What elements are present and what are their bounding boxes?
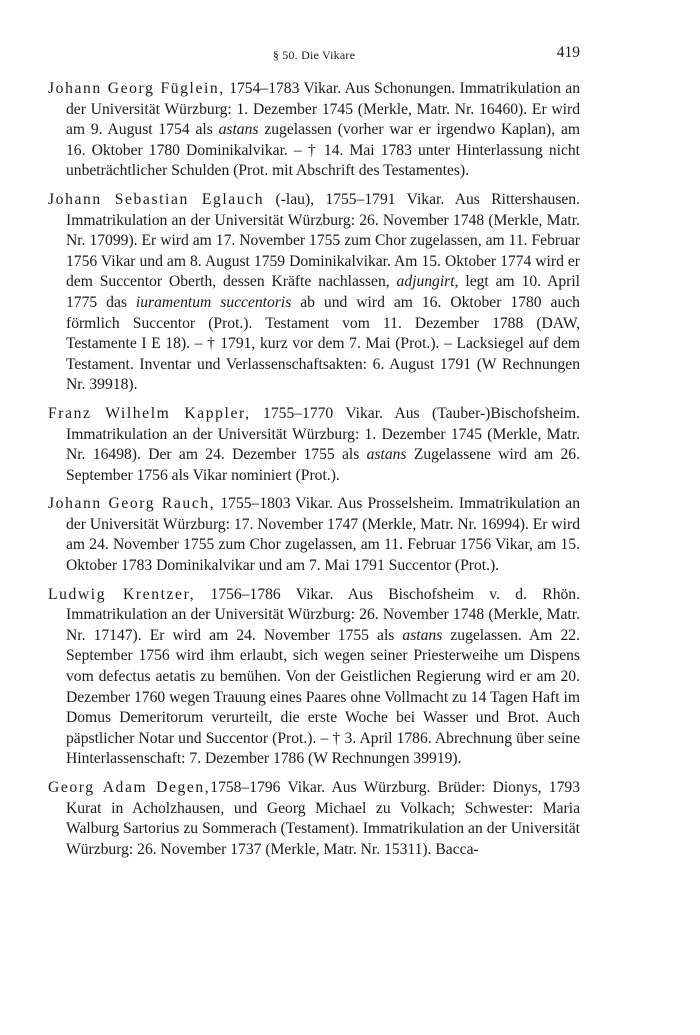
entry — [48, 778, 580, 860]
entry-italic-term: astans — [218, 121, 259, 139]
entry-text: Zugelassene wird am 26. September 1756 als Vikar nominiert (Prot.). — [66, 446, 580, 484]
entry-text: ab und wird am 16. Oktober 1780 auch förmlich Succentor (Prot.). Testament vom 11. Dezember 1788 (DAW, Testamente I E 18). – † 1791, kurz vor dem 7. Mai (Prot.). – Lacksiegel auf dem Testament. Inventar und Verlassenschaftsakten: 6. August 1791 (W Rechnungen Nr. 39918). — [66, 293, 580, 394]
entry-italic-term: astans — [402, 626, 443, 644]
entry — [48, 190, 580, 396]
entry-italic-term: adjungirt — [396, 273, 455, 291]
page-number: 419 — [556, 44, 580, 61]
entry — [48, 404, 580, 486]
entry-text: zugelassen. Am 22. September 1756 wird ihm erlaubt, sich wegen seiner Priesterweihe um Dispens vom defectus aetatis zu bemühen. Von der Geistlichen Regierung wird er am 20. Dezember 1760 wegen Trauung eines Paares ohne Vollmacht zu 14 Tagen Haft im Domus Demeritorum verurteilt, die erste Woche bei Wasser und Brot. Auch päpstlicher Notar und Succentor (Prot.). – † 3. April 1786. Abrechnung über seine Hinterlassenschaft: 7. Dezember 1786 (W Rechnungen 39919). — [66, 626, 580, 768]
entry-name: Ludwig Krentzer, — [48, 585, 196, 603]
entry-text: 1754–1783 Vikar. Aus Schonungen. Immatrikulation an der Universität Würzburg: 1. Dezember 1745 (Merkle, Matr. Nr. 16460). Er wird am 9. August 1754 als — [66, 80, 580, 139]
entry-name: Johann Georg Füglein, — [48, 80, 225, 97]
section-title: § 50. Die Vikare — [272, 48, 356, 62]
entry — [48, 79, 580, 182]
entry-name: Johann Sebastian Eglauch — [48, 190, 265, 208]
entry-list — [48, 79, 580, 868]
entry-text: (-lau), 1755–1791 Vikar. Aus Rittershausen. Immatrikulation an der Universität Würzburg: 26. November 1748 (Merkle, Matr. Nr. 17099). Er wird am 17. November 1755 zum Chor zugelassen, am 11. Februar 1756 Vikar und am 8. August 1759 Dominikalvikar. Am 15. Oktober 1774 wird er dem Succentor Oberth, dessen Kräfte nachlassen, — [66, 190, 581, 291]
entry-text: 1758–1796 Vikar. Aus Würzburg. Brüder: Dionys, 1793 Kurat in Acholzhausen, und Georg Michael zu Volkach; Schwester: Maria Walburg Sartorius zu Sommerach (Testament). Immatrikulation an der Universität Würzburg: 26. November 1737 (Merkle, Matr. Nr. 15311). Bacca- — [66, 779, 580, 858]
entry-text: zugelassen (vorher war er irgendwo Kaplan), am 16. Oktober 1780 Dominikalvikar. – † 14. Mai 1783 unter Hinterlassung nicht unbeträchtlicher Schulden (Prot. mit Abschrift des Testamentes). — [66, 121, 581, 180]
entry-name: Franz Wilhelm Kappler, — [48, 404, 251, 422]
entry — [48, 585, 580, 770]
entry — [48, 494, 580, 576]
running-head — [48, 44, 580, 64]
entry-text: 1755–1803 Vikar. Aus Prosselsheim. Immatrikulation an der Universität Würzburg: 17. November 1747 (Merkle, Matr. Nr. 16994). Er wird am 24. November 1755 zum Chor zugelassen, am 11. Februar 1756 Vikar, am 15. Oktober 1783 Dominikalvikar und am 7. Mai 1791 Succentor (Prot.). — [66, 495, 580, 575]
entry-name: Johann Georg Rauch, — [48, 495, 216, 513]
entry-text: 1755–1770 Vikar. Aus (Tauber-)Bischofsheim. Immatrikulation an der Universität Würzburg: 1. Dezember 1745 (Merkle, Matr. Nr. 16498). Der am 24. Dezember 1755 als — [66, 404, 580, 464]
entry-italic-term: astans — [366, 446, 407, 464]
entry-name: Georg Adam Degen, — [48, 779, 211, 796]
entry-text: , legt am 10. April 1775 das — [66, 273, 580, 311]
entry-text: 1756–1786 Vikar. Aus Bischofsheim v. d. Rhön. Immatrikulation an der Universität Würzburg: 26. November 1748 (Merkle, Matr. Nr. 17147). Er wird am 24. November 1755 als — [66, 585, 580, 644]
entry-italic-term: iuramentum succentoris — [135, 293, 292, 311]
